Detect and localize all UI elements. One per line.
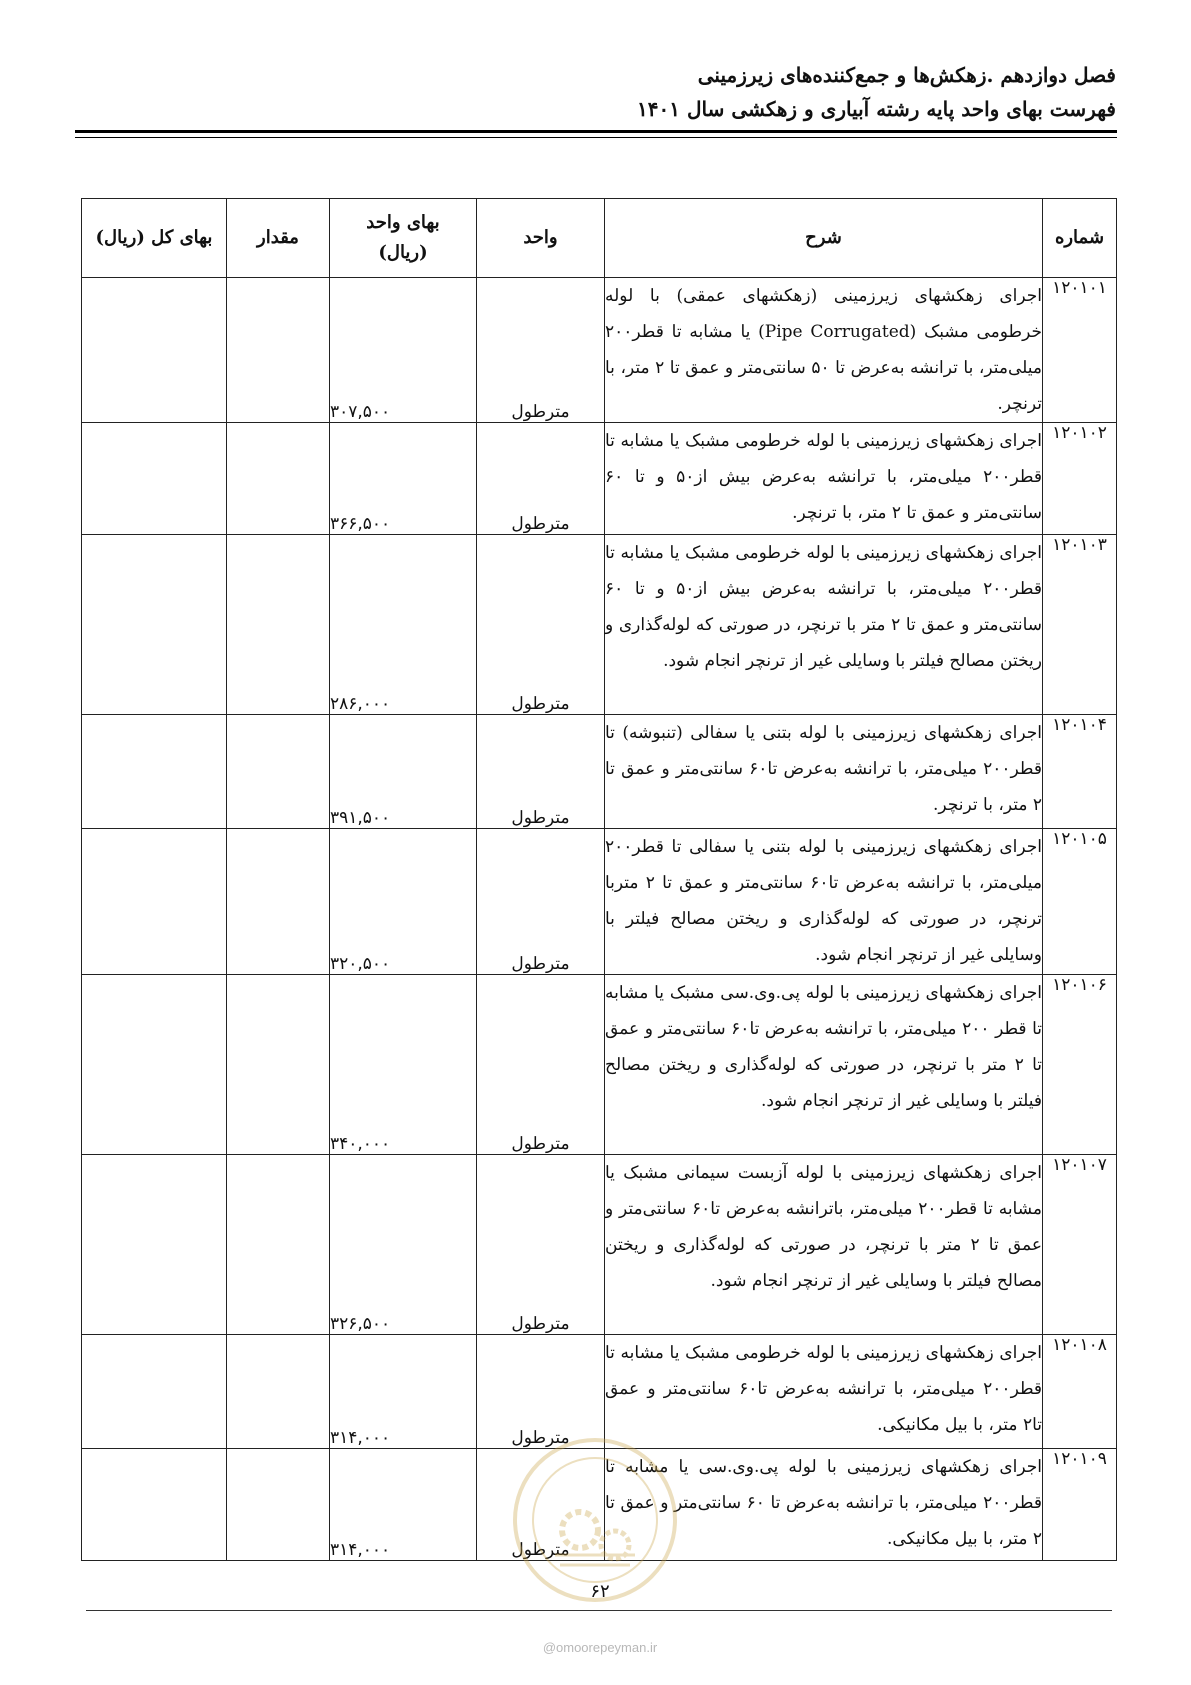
row-unit-price: ۳۲۰,۵۰۰ bbox=[330, 829, 477, 975]
row-code: ۱۲۰۱۰۸ bbox=[1043, 1335, 1117, 1449]
table-header-row bbox=[82, 199, 1117, 278]
chapter-title: فصل دوازدهم .زهکش‌ها و جمع‌کننده‌های زیرزمینی bbox=[697, 63, 1116, 87]
row-unit: مترطول bbox=[477, 1155, 605, 1335]
row-description: اجرای زهکشهای زیرزمینی با لوله بتنی یا سفالی تا قطر۲۰۰ میلی‌متر، با ترانشه به‌عرض تا۶۰ سانتی‌متر و عمق تا ۲ متربا ترنچر، در صورتی که لوله‌گذاری و ریختن مصالح فیلتر با وسایلی غیر از ترنچر انجام شود. bbox=[605, 829, 1043, 975]
footer-rule bbox=[86, 1610, 1112, 1611]
website-watermark: @omoorepeyman.ir bbox=[542, 1640, 658, 1655]
row-description: اجرای زهکشهای زیرزمینی با لوله خرطومی مشبک یا مشابه تا قطر۲۰۰ میلی‌متر، با ترانشه به‌عرض بیش از۵۰ و تا ۶۰ سانتی‌متر و عمق تا ۲ متر، با ترنچر. bbox=[605, 423, 1043, 535]
row-unit-price: ۳۶۶,۵۰۰ bbox=[330, 423, 477, 535]
row-description: اجرای زهکشهای زیرزمینی (زهکشهای عمقی) با لوله خرطومی مشبک (Pipe Corrugated) یا مشابه تا قطر۲۰۰ میلی‌متر، با ترانشه به‌عرض تا ۵۰ سانتی‌متر و عمق تا ۲ متر، با ترنچر. bbox=[605, 278, 1043, 423]
row-unit-price: ۳۲۶,۵۰۰ bbox=[330, 1155, 477, 1335]
header-quantity: مقدار bbox=[227, 199, 330, 278]
row-quantity bbox=[227, 1449, 330, 1561]
row-total bbox=[82, 1449, 227, 1561]
row-unit: مترطول bbox=[477, 423, 605, 535]
row-unit: مترطول bbox=[477, 975, 605, 1155]
header-unit: واحد bbox=[477, 199, 605, 278]
row-quantity bbox=[227, 278, 330, 423]
header-unit-price-line2: (ریال) bbox=[378, 242, 428, 263]
row-code: ۱۲۰۱۰۴ bbox=[1043, 715, 1117, 829]
table-row bbox=[82, 975, 1117, 1155]
row-total bbox=[82, 829, 227, 975]
row-unit: مترطول bbox=[477, 535, 605, 715]
row-code: ۱۲۰۱۰۳ bbox=[1043, 535, 1117, 715]
row-code: ۱۲۰۱۰۷ bbox=[1043, 1155, 1117, 1335]
page-number: ۶۲ bbox=[590, 1581, 610, 1602]
header-unit-price bbox=[330, 199, 477, 278]
table-row bbox=[82, 278, 1117, 423]
row-unit: مترطول bbox=[477, 1335, 605, 1449]
page-header bbox=[76, 58, 1116, 126]
row-quantity bbox=[227, 1335, 330, 1449]
row-quantity bbox=[227, 1155, 330, 1335]
row-description: اجرای زهکشهای زیرزمینی با لوله خرطومی مشبک یا مشابه تا قطر۲۰۰ میلی‌متر، با ترانشه به‌عرض تا۶۰ سانتی‌متر و عمق تا۲ متر، با بیل مکانیکی. bbox=[605, 1335, 1043, 1449]
row-total bbox=[82, 715, 227, 829]
price-table bbox=[81, 198, 1117, 1561]
table-row bbox=[82, 829, 1117, 975]
header-description: شرح bbox=[605, 199, 1043, 278]
table-row bbox=[82, 423, 1117, 535]
table-row bbox=[82, 535, 1117, 715]
price-list-title: فهرست بهای واحد پایه رشته آبیاری و زهکشی سال ۱۴۰۱ bbox=[637, 97, 1116, 121]
row-total bbox=[82, 1335, 227, 1449]
row-total bbox=[82, 423, 227, 535]
row-quantity bbox=[227, 975, 330, 1155]
row-code: ۱۲۰۱۰۹ bbox=[1043, 1449, 1117, 1561]
row-description: اجرای زهکشهای زیرزمینی با لوله پی.وی.سی یا مشابه تا قطر۲۰۰ میلی‌متر، با ترانشه به‌عرض تا ۶۰ سانتی‌متر و عمق تا ۲ متر، با بیل مکانیکی. bbox=[605, 1449, 1043, 1561]
row-unit-price: ۳۱۴,۰۰۰ bbox=[330, 1449, 477, 1561]
row-unit: مترطول bbox=[477, 715, 605, 829]
watermark-seal-icon bbox=[510, 1435, 680, 1605]
table-row bbox=[82, 1335, 1117, 1449]
row-unit-price: ۲۸۶,۰۰۰ bbox=[330, 535, 477, 715]
row-code: ۱۲۰۱۰۶ bbox=[1043, 975, 1117, 1155]
table-row bbox=[82, 1155, 1117, 1335]
row-unit-price: ۳۱۴,۰۰۰ bbox=[330, 1335, 477, 1449]
row-total bbox=[82, 535, 227, 715]
row-unit: مترطول bbox=[477, 829, 605, 975]
header-unit-price-line1: بهای واحد bbox=[366, 212, 440, 233]
row-quantity bbox=[227, 829, 330, 975]
row-unit: مترطول bbox=[477, 1449, 605, 1561]
header-rule-thick bbox=[75, 130, 1117, 133]
row-unit: مترطول bbox=[477, 278, 605, 423]
row-code: ۱۲۰۱۰۵ bbox=[1043, 829, 1117, 975]
row-quantity bbox=[227, 715, 330, 829]
table-row bbox=[82, 715, 1117, 829]
row-description: اجرای زهکشهای زیرزمینی با لوله خرطومی مشبک یا مشابه تا قطر۲۰۰ میلی‌متر، با ترانشه به‌عرض بیش از۵۰ و تا ۶۰ سانتی‌متر و عمق تا ۲ متر با ترنچر، در صورتی که لوله‌گذاری و ریختن مصالح فیلتر با وسایلی غیر از ترنچر انجام شود. bbox=[605, 535, 1043, 715]
row-description: اجرای زهکشهای زیرزمینی با لوله آزبست سیمانی مشبک یا مشابه تا قطر۲۰۰ میلی‌متر، باترانشه به‌عرض تا۶۰ سانتی‌متر و عمق تا ۲ متر با ترنچر، در صورتی که لوله‌گذاری و ریختن مصالح فیلتر با وسایلی غیر از ترنچر انجام شود. bbox=[605, 1155, 1043, 1335]
row-quantity bbox=[227, 535, 330, 715]
row-code: ۱۲۰۱۰۱ bbox=[1043, 278, 1117, 423]
row-total bbox=[82, 975, 227, 1155]
row-quantity bbox=[227, 423, 330, 535]
header-rule-thin bbox=[75, 137, 1117, 138]
row-unit-price: ۳۹۱,۵۰۰ bbox=[330, 715, 477, 829]
row-code: ۱۲۰۱۰۲ bbox=[1043, 423, 1117, 535]
row-description: اجرای زهکشهای زیرزمینی با لوله پی.وی.سی مشبک یا مشابه تا قطر ۲۰۰ میلی‌متر، با ترانشه به‌عرض تا۶۰ سانتی‌متر و عمق تا ۲ متر با ترنچر، در صورتی که لوله‌گذاری و ریختن مصالح فیلتر با وسایلی غیر از ترنچر انجام شود. bbox=[605, 975, 1043, 1155]
header-code: شماره bbox=[1043, 199, 1117, 278]
header-total-price: بهای کل (ریال) bbox=[82, 199, 227, 278]
row-total bbox=[82, 1155, 227, 1335]
row-total bbox=[82, 278, 227, 423]
row-unit-price: ۳۰۷,۵۰۰ bbox=[330, 278, 477, 423]
row-description: اجرای زهکشهای زیرزمینی با لوله بتنی یا سفالی (تنبوشه) تا قطر۲۰۰ میلی‌متر، با ترانشه به‌عرض تا۶۰ سانتی‌متر و عمق تا ۲ متر، با ترنچر. bbox=[605, 715, 1043, 829]
row-unit-price: ۳۴۰,۰۰۰ bbox=[330, 975, 477, 1155]
